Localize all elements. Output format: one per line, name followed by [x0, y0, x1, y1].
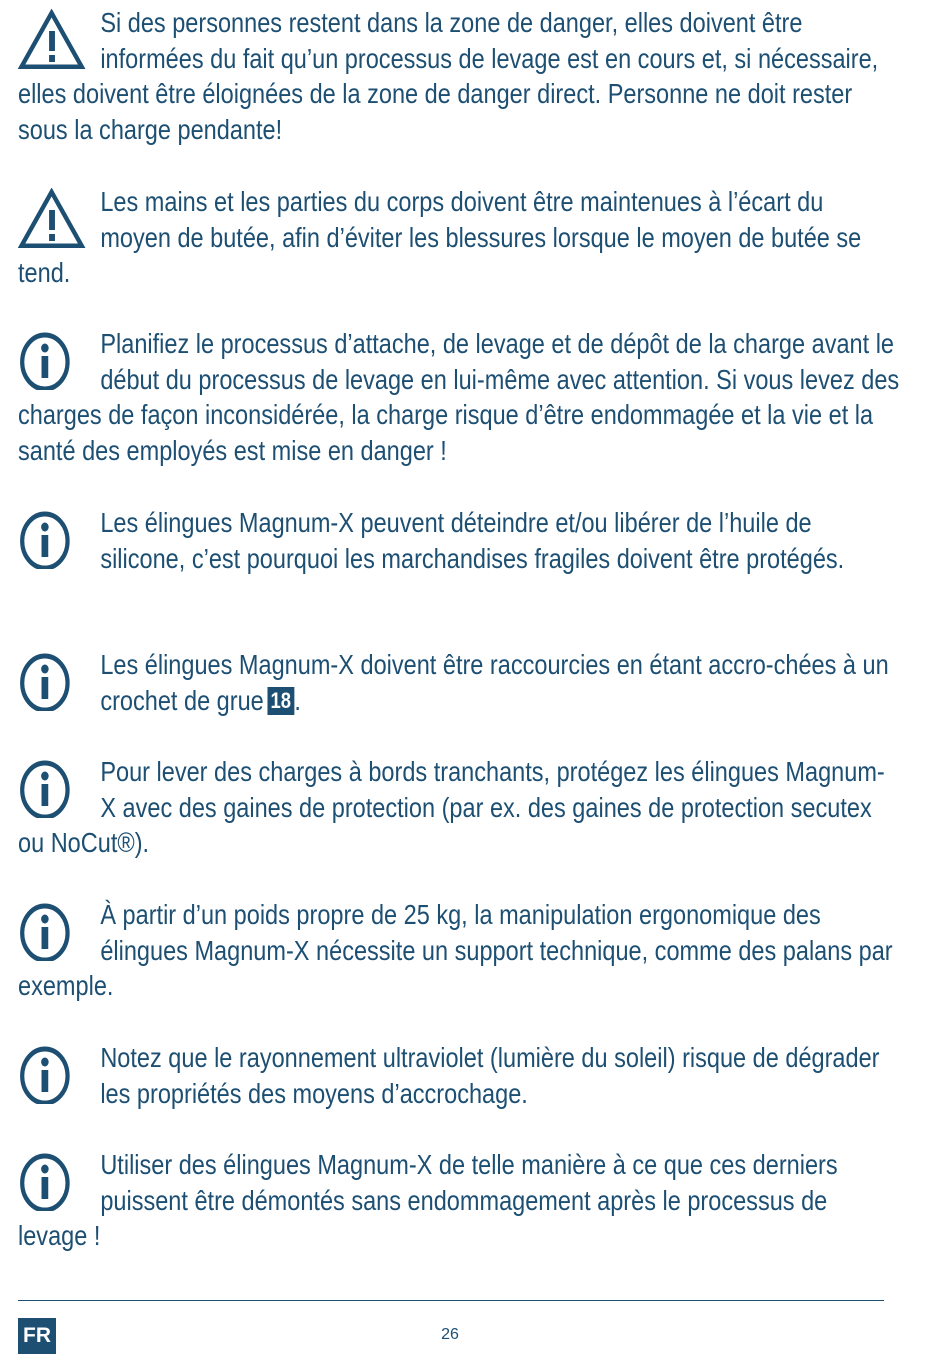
- notice-info-planning: [18, 326, 900, 469]
- info-circle-icon: [18, 758, 100, 816]
- warning-triangle-icon: [18, 188, 100, 246]
- notice-info-silicone: [18, 505, 900, 576]
- notice-info-uv: [18, 1040, 900, 1111]
- notice-text: Si des personnes restent dans la zone de danger, elles doivent être informées du fait qu’un processus de levage est en cours et, si nécessaire, elles doivent être éloignées de la zone de danger direct. Personne ne doit rester sous la charge pendante!: [18, 7, 879, 146]
- notice-warning-danger-zone: [18, 5, 900, 148]
- notice-info-weight: [18, 897, 900, 1004]
- notice-text: À partir d’un poids propre de 25 kg, la manipulation ergonomique des élingues Magnum-X nécessite un support technique, comme des palans par exemple.: [18, 899, 893, 1002]
- info-circle-icon: [18, 509, 100, 567]
- info-circle-icon: [18, 1044, 100, 1102]
- notice-info-removal: [18, 1147, 900, 1254]
- notice-text: Les élingues Magnum-X peuvent déteindre et/ou libérer de l’huile de silicone, c’est pourquoi les marchandises fragiles doivent être protégés.: [100, 507, 845, 574]
- notice-text: Utiliser des élingues Magnum-X de telle manière à ce que ces derniers puissent être démontés sans endommagement après le processus de levage !: [18, 1149, 838, 1252]
- notice-info-shortening: [18, 647, 900, 718]
- notice-warning-hands: [18, 184, 900, 291]
- warning-triangle-icon: [18, 9, 100, 67]
- info-circle-icon: [18, 1151, 100, 1209]
- notice-text: Les élingues Magnum-X doivent être raccourcies en étant accro-chées à un crochet de grue: [100, 649, 889, 716]
- notice-suffix: .: [294, 684, 301, 716]
- page-number: 26: [441, 1326, 459, 1343]
- notice-text: Notez que le rayonnement ultraviolet (lumière du soleil) risque de dégrader les propriétés des moyens d’accrochage.: [100, 1042, 880, 1109]
- language-badge: FR: [18, 1318, 56, 1354]
- notice-text: Pour lever des charges à bords tranchants, protégez les élingues Magnum-X avec des gaines de protection (par ex. des gaines de protection secutex ou NoCut®).: [18, 756, 885, 859]
- info-circle-icon: [18, 651, 100, 709]
- figure-reference-badge: 18: [267, 687, 294, 715]
- info-circle-icon: [18, 901, 100, 959]
- footer-divider: [18, 1300, 884, 1301]
- info-circle-icon: [18, 330, 100, 388]
- notice-text: Les mains et les parties du corps doivent être maintenues à l’écart du moyen de butée, afin d’éviter les blessures lorsque le moyen de butée se tend.: [18, 186, 862, 289]
- notice-text: Planifiez le processus d’attache, de levage et de dépôt de la charge avant le début du processus de levage en lui-même avec attention. Si vous levez des charges de façon inconsidérée, la charge risque d’être endommagée et la vie et la santé des employés est mise en danger !: [18, 328, 900, 467]
- notice-info-sharp-edges: [18, 754, 900, 861]
